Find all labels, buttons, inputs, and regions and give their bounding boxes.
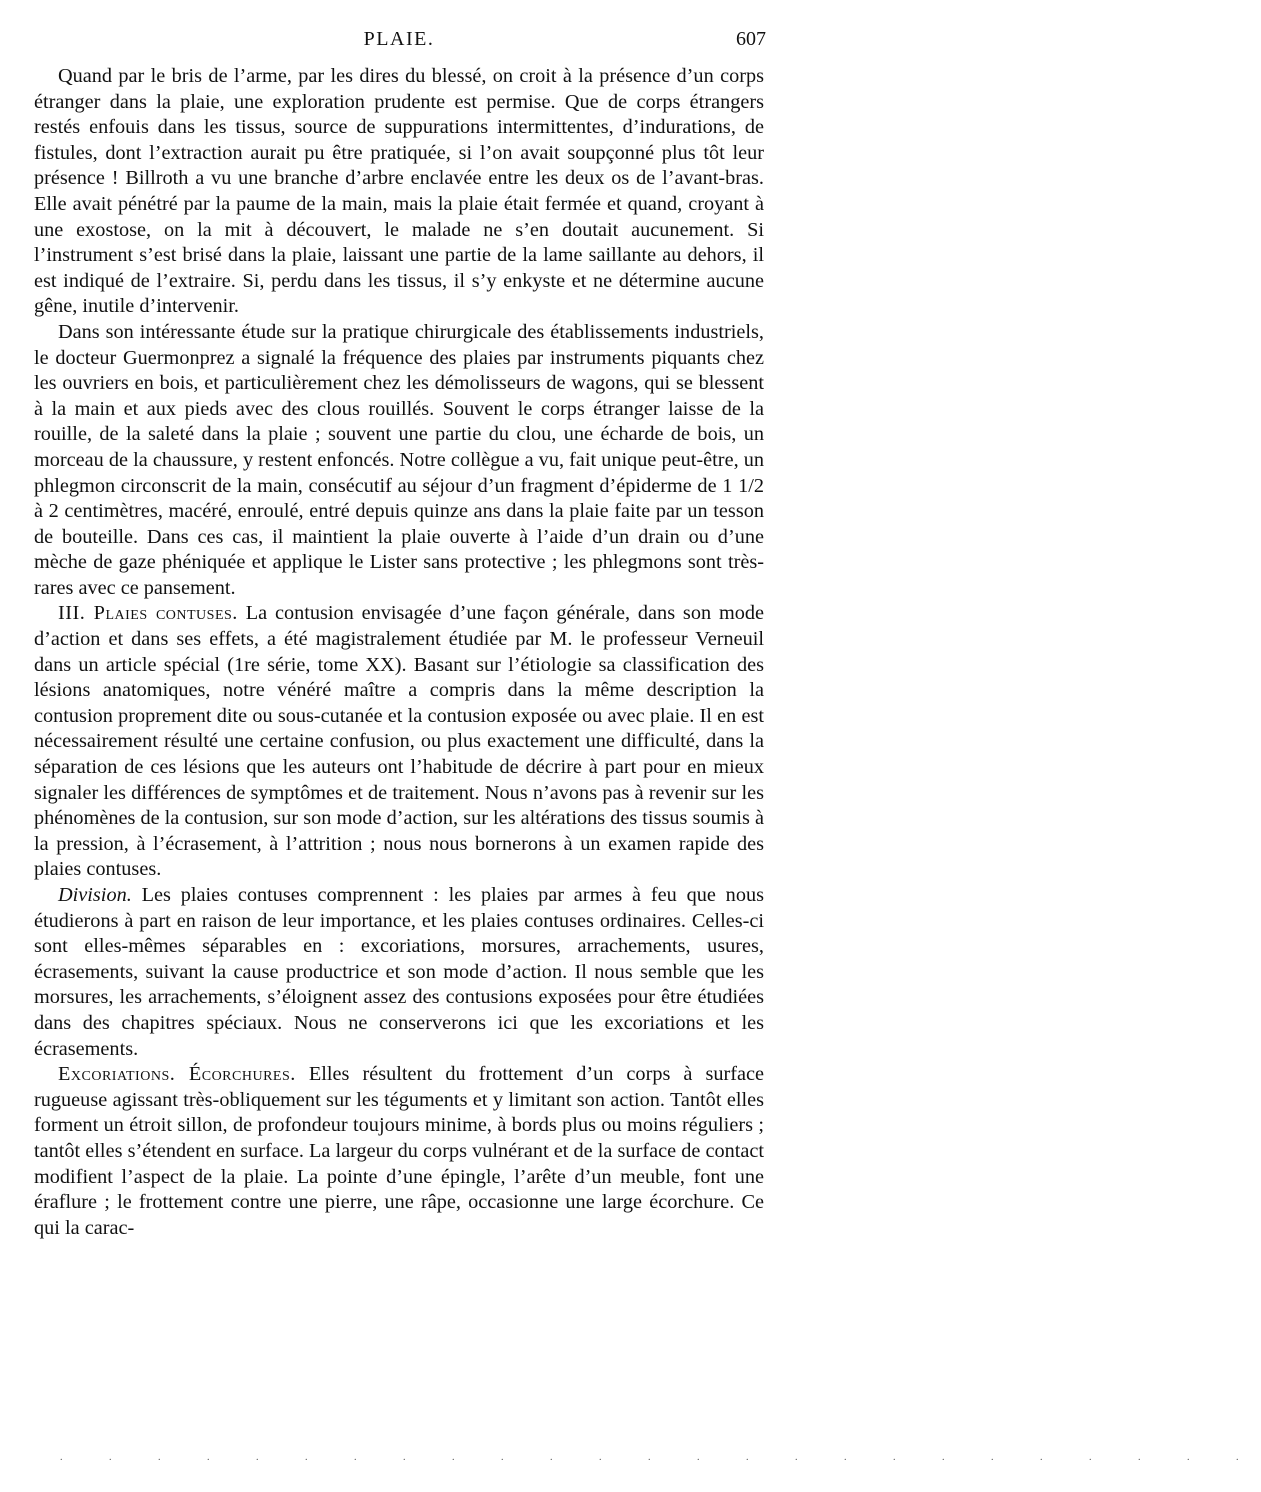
- paragraph-plaies-contuses: [34, 601, 764, 883]
- paragraph-foreign-bodies: Quand par le bris de l’arme, par les dires du blessé, on croit à la présence d’un corps étranger dans la plaie, une exploration prudente est permise. Que de corps étrangers restés enfouis dans les tissus, source de suppurations intermittentes, d’indurations, de fistules, dont l’extraction aurait pu être pratiquée, si l’on avait soupçonné plus tôt leur présence ! Billroth a vu une branche d’arbre enclavée entre les deux os de l’avant-bras. Elle avait pénétré par la paume de la main, mais la plaie était fermée et quand, croyant à une exostose, on la mit à découvert, le malade ne s’en doutait aucunement. Si l’instrument s’est brisé dans la plaie, laissant une partie de la lame saillante au dehors, il est indiqué de l’extraire. Si, perdu dans les tissus, il s’y enkyste et ne détermine aucune gêne, inutile d’intervenir.: [34, 65, 764, 318]
- paragraph-division: [34, 883, 764, 1062]
- paragraph-excoriations-body: Elles résultent du frottement d’un corps à surface rugueuse agissant très-obliquement sur les téguments et y limitant son action. Tantôt elles forment un étroit sillon, de profondeur toujours minime, à bords plus ou moins réguliers ; tantôt elles s’étendent en surface. La largeur du corps vulnérant et de la surface de contact modifient l’aspect de la plaie. La pointe d’une épingle, l’arête d’un meuble, font une éraflure ; le frottement contre une pierre, une râpe, occasionne une large écorchure. Ce qui la carac-: [34, 1063, 764, 1239]
- section-heading-excoriations: Excoriations. Écorchures.: [58, 1063, 296, 1086]
- page-number: 607: [736, 28, 766, 50]
- paragraph-plaies-contuses-body: La contusion envisagée d’une façon générale, dans son mode d’action et dans ses effets, a été magistralement étudiée par M. le professeur Verneuil dans un article spécial (1re série, tome XX). Basant sur l’étiologie sa classification des lésions anatomiques, notre vénéré maître a compris dans la même description la contusion proprement dite ou sous-cutanée et la contusion exposée ou avec plaie. Il en est nécessairement résulté une certaine confusion, ou plus exactement une difficulté, dans la séparation de ces lésions que les auteurs ont l’habitude de décrire à part pour en mieux signaler les différences de symptômes et de traitement. Nous n’avons pas à revenir sur les phénomènes de la contusion, sur son mode d’action, sur les altérations des tissus soumis à la pression, à l’écrasement, à l’attrition ; nous nous bornerons à un examen rapide des plaies contuses.: [34, 602, 765, 881]
- running-title: PLAIE.: [363, 28, 435, 50]
- paragraph-division-body: Les plaies contuses comprennent : les plaies par armes à feu que nous étudierons à part en raison de leur importance, et les plaies contuses ordinaires. Celles-ci sont elles-mêmes séparables en : excoriations, morsures, arrachements, usures, écrasements, suivant la cause productrice et son mode d’action. Il nous semble que les morsures, les arrachements, s’éloignent assez des contusions exposées pour être étudiées dans des chapitres spéciaux. Nous ne conserverons ici que les excoriations et les écrasements.: [34, 884, 764, 1060]
- section-heading-division: Division.: [58, 884, 132, 906]
- paragraph-guermonprez: Dans son intéressante étude sur la pratique chirurgicale des établissements industriels, le docteur Guermonprez a signalé la fréquence des plaies par instruments piquants chez les ouvriers en bois, et particulièrement chez les démolisseurs de wagons, qui se blessent à la main et aux pieds avec des clous rouillés. Souvent le corps étranger laisse de la rouille, de la saleté dans la plaie ; souvent une partie du clou, une écharde de bois, un morceau de la chaussure, y restent enfoncés. Notre collègue a vu, fait unique peut-être, un phlegmon circonscrit de la main, consécutif au séjour d’un fragment d’épiderme de 1 1/2 à 2 centimètres, macéré, enroulé, entré depuis quinze ans dans la plaie faite par un tesson de bouteille. Dans ces cas, il maintient la plaie ouverte à l’aide d’un drain ou d’une mèche de gaze phéniquée et applique le Lister sans protective ; les phlegmons sont très-rares avec ce pansement.: [34, 320, 764, 599]
- section-heading-plaies-contuses: III. Plaies contuses.: [58, 602, 238, 625]
- paragraph-excoriations: [34, 1062, 764, 1241]
- bleed-through-marks: . . . . . . . . . . . . . . . . . . . . . . . . .: [60, 1452, 1261, 1463]
- body-text: [34, 64, 764, 1241]
- page-header: [32, 28, 766, 56]
